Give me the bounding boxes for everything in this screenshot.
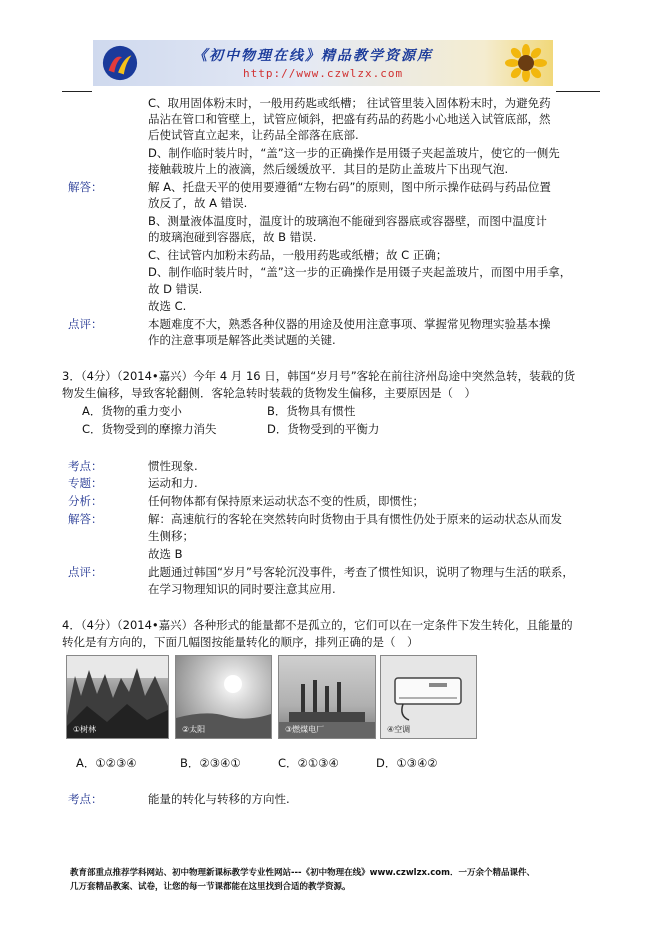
photo-power-plant: [278, 655, 376, 739]
photo-sun-caption: ②太阳: [182, 725, 206, 734]
q4-option-b[interactable]: B．②③④①: [180, 756, 241, 770]
q2-comment-label: 点评：: [68, 317, 103, 331]
q4-option-d[interactable]: D．①③④②: [376, 756, 438, 770]
q2-answer-line-3: B、测量液体温度时，温度计的玻璃泡不能碰到容器底或容器壁，而图中温度计: [148, 214, 547, 228]
header-rule-left: [62, 91, 92, 92]
q2-answer-line-8: 故选 C.: [148, 299, 187, 313]
q3-fenxi-text: 任何物体都有保持原来运动状态不变的性质，即惯性；: [148, 494, 424, 508]
q4-stem-line-1: 4．（4分）（2014•嘉兴）各种形式的能量都不是孤立的，它们可以在一定条件下发生转化，且能量的: [62, 618, 573, 632]
q3-kaodian-label: 考点：: [68, 459, 103, 473]
q3-option-d[interactable]: D．货物受到的平衡力: [267, 422, 380, 436]
photo-air-conditioner-caption: ④空调: [387, 725, 411, 734]
q3-option-c[interactable]: C．货物受到的摩擦力消失: [82, 422, 217, 436]
q3-zhuanti-text: 运动和力.: [148, 476, 198, 490]
q3-option-a[interactable]: A．货物的重力变小: [82, 404, 182, 418]
q3-option-b[interactable]: B．货物具有惯性: [267, 404, 356, 418]
q4-kaodian-label: 考点：: [68, 792, 103, 806]
q3-jieda-line-1: 解：高速航行的客轮在突然转向时货物由于具有惯性仍处于原来的运动状态从而发: [148, 512, 562, 526]
header-url[interactable]: http://www.czwlzx.com: [243, 67, 404, 80]
photo-sun: [175, 655, 272, 739]
q2-option-c-line-1: C、取用固体粉末时，一般用药匙或纸槽； 往试管里装入固体粉末时，为避免药: [148, 96, 551, 110]
photo-power-plant-caption: ③燃煤电厂: [285, 725, 325, 734]
header-banner: [93, 40, 553, 86]
photo-forest: [66, 655, 169, 739]
q2-answer-line-7: 故 D 错误.: [148, 282, 203, 296]
header-rule-right: [556, 91, 600, 92]
q3-kaodian-text: 惯性现象.: [148, 459, 198, 473]
q4-option-a[interactable]: A．①②③④: [76, 756, 137, 770]
photo-air-conditioner: [380, 655, 477, 739]
q2-comment-line-1: 本题难度不大，熟悉各种仪器的用途及使用注意事项、掌握常见物理实验基本操: [148, 317, 551, 331]
site-logo-icon: [101, 44, 139, 82]
footer-line-2: 几万套精品教案、试卷，让您的每一节课都能在这里找到合适的教学资源。: [70, 882, 351, 892]
q2-answer-line-2: 放反了，故 A 错误.: [148, 196, 248, 210]
q3-zhuanti-label: 专题：: [68, 476, 103, 490]
q4-option-c[interactable]: C．②①③④: [278, 756, 339, 770]
q2-answer-label: 解答：: [68, 180, 103, 194]
q2-comment-line-2: 作的注意事项是解答此类试题的关键.: [148, 333, 336, 347]
q3-pingdian-line-1: 此题通过韩国“岁月”号客轮沉没事件，考查了惯性知识，说明了物理与生活的联系，: [148, 565, 574, 579]
header-title: 《初中物理在线》精品教学资源库: [193, 48, 433, 64]
q3-stem-line-1: 3．（4分）（2014•嘉兴）今年 4 月 16 日，韩国“岁月号”客轮在前往济州岛途中突然急转，装载的货: [62, 369, 576, 383]
q2-option-c-line-3: 后使试管直立起来，让药品全部落在底部.: [148, 128, 359, 142]
q2-answer-line-1: 解 A、托盘天平的使用要遵循“左物右码”的原则，图中所示操作砝码与药品位置: [148, 180, 551, 194]
q2-option-c-line-2: 品沾在管口和管壁上，试管应倾斜，把盛有药品的药匙小心地送入试管底部，然: [148, 112, 551, 126]
q4-stem-line-2: 转化是有方向的，下面几幅图按能量转化的顺序，排列正确的是（ ）: [62, 635, 419, 649]
q3-jieda-label: 解答：: [68, 512, 103, 526]
q3-jieda-line-2: 生侧移；: [148, 529, 194, 543]
q3-stem-line-2: 物发生偏移，导致客轮翻侧．客轮急转时装载的货物发生偏移，主要原因是（ ）: [62, 386, 476, 400]
q3-fenxi-label: 分析：: [68, 494, 103, 508]
q3-pingdian-line-2: 在学习物理知识的同时要注意其应用.: [148, 582, 336, 596]
photo-forest-caption: ①树林: [73, 725, 97, 734]
footer-line-1: 教育部重点推荐学科网站、初中物理新课标教学专业性网站---《初中物理在线》www.czwlzx.com．一万余个精品课件、: [70, 868, 535, 878]
q3-pingdian-label: 点评：: [68, 565, 103, 579]
q2-answer-line-5: C、往试管内加粉末药品，一般用药匙或纸槽；故 C 正确；: [148, 248, 448, 262]
sunflower-icon: [503, 43, 549, 83]
q2-answer-line-4: 的玻璃泡碰到容器底，故 B 错误.: [148, 230, 317, 244]
q3-jieda-line-3: 故选 B: [148, 547, 183, 561]
q2-option-d-line-1: D、制作临时装片时，“盖”这一步的正确操作是用镊子夹起盖玻片，使它的一侧先: [148, 146, 560, 160]
q2-option-d-line-2: 接触载玻片上的液滴，然后缓缓放平．其目的是防止盖玻片下出现气泡.: [148, 162, 509, 176]
q4-kaodian-text: 能量的转化与转移的方向性.: [148, 792, 290, 806]
q2-answer-line-6: D、制作临时装片时，“盖”这一步的正确操作是用镊子夹起盖玻片，而图中用手拿，: [148, 265, 572, 279]
